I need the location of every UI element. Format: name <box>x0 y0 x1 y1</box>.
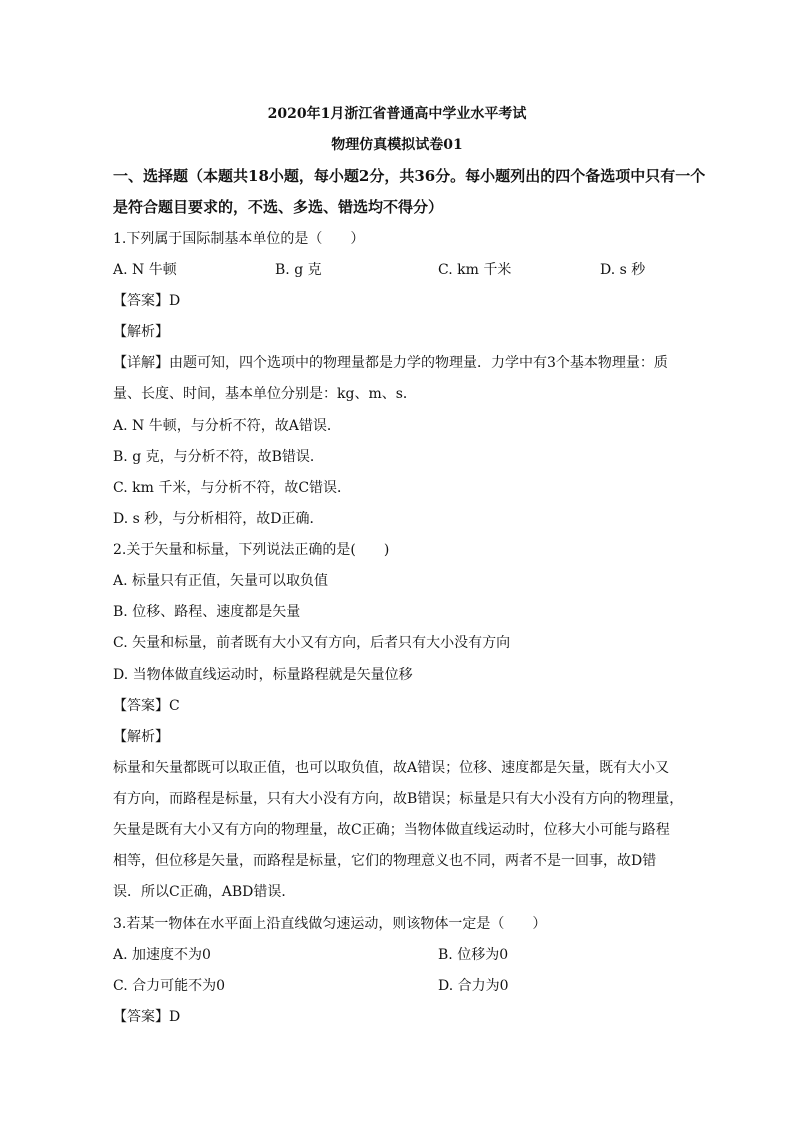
q3-option-d: D. 合力为0 <box>438 978 509 994</box>
section-heading-line2: 是符合题目要求的，不选、多选、错选均不得分） <box>113 198 444 216</box>
q3-answer: 【答案】D <box>113 1009 181 1025</box>
q2-answer: 【答案】C <box>113 698 180 714</box>
q3-option-c: C. 合力可能不为0 <box>113 978 226 994</box>
q3-option-a: A. 加速度不为0 <box>113 947 211 963</box>
q1-option-c: C. km 千米 <box>438 262 512 278</box>
q1-explain-a: A. N 牛顿，与分析不符，故A错误． <box>113 418 341 434</box>
q2-body-line2: 有方向，而路程是标量，只有大小没有方向，故B错误；标量是只有大小没有方向的物理量， <box>113 791 684 807</box>
q2-stem: 2.关于矢量和标量，下列说法正确的是( ) <box>113 542 390 558</box>
q3-stem: 3.若某一物体在水平面上沿直线做匀速运动，则该物体一定是（ ） <box>113 916 547 932</box>
q2-option-a: A. 标量只有正值，矢量可以取负值 <box>113 573 329 589</box>
q2-body-line3: 矢量是既有大小又有方向的物理量，故C正确；当物体做直线运动时，位移大小可能与路程 <box>113 822 670 838</box>
q2-option-c: C. 矢量和标量，前者既有大小又有方向，后者只有大小没有方向 <box>113 635 511 651</box>
q1-detail-line1: 【详解】由题可知，四个选项中的物理量都是力学的物理量．力学中有3个基本物理量：质 <box>113 355 668 371</box>
q1-answer: 【答案】D <box>113 293 181 309</box>
q1-option-d: D. s 秒 <box>600 262 646 278</box>
q2-body-line5: 误．所以C正确，ABD错误． <box>113 884 296 900</box>
page-title: 2020年1月浙江省普通高中学业水平考试 <box>267 106 527 122</box>
q2-body-line1: 标量和矢量都既可以取正值，也可以取负值，故A错误；位移、速度都是矢量，既有大小又 <box>113 760 670 776</box>
section-heading-line1: 一、选择题（本题共18小题，每小题2分，共36分。每小题列出的四个备选项中只有一个 <box>113 167 706 185</box>
q1-option-a: A. N 牛顿 <box>113 262 177 278</box>
q1-explain-c: C. km 千米，与分析不符，故C错误． <box>113 480 352 496</box>
q2-option-d: D. 当物体做直线运动时，标量路程就是矢量位移 <box>113 667 413 683</box>
q1-stem: 1.下列属于国际制基本单位的是（ ） <box>113 231 365 247</box>
q2-analysis-label: 【解析】 <box>113 729 169 745</box>
q1-explain-d: D. s 秒，与分析相符，故D正确． <box>113 511 324 527</box>
q1-option-b: B. g 克 <box>275 262 322 278</box>
q1-explain-b: B. g 克，与分析不符，故B错误． <box>113 449 324 465</box>
q2-body-line4: 相等，但位移是矢量，而路程是标量，它们的物理意义也不同，两者不是一回事，故D错 <box>113 853 657 869</box>
page-subtitle: 物理仿真模拟试卷01 <box>331 137 463 153</box>
q3-option-b: B. 位移为0 <box>438 947 509 963</box>
q2-option-b: B. 位移、路程、速度都是矢量 <box>113 604 301 620</box>
q1-detail-line2: 量、长度、时间，基本单位分别是：kg、m、s． <box>113 386 417 402</box>
q1-analysis-label: 【解析】 <box>113 324 169 340</box>
